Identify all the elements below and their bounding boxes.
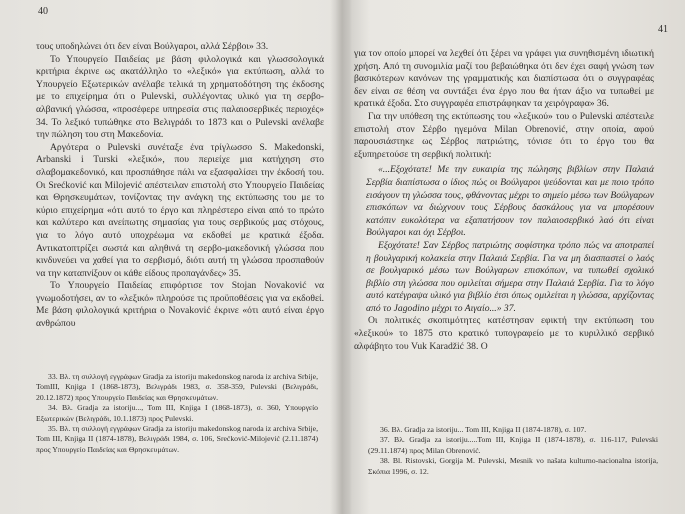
page-number: 40 bbox=[38, 6, 48, 17]
paragraph: Αργότερα ο Pulevski συνέταξε ένα τρίγλωσσο S. Makedonski, Arbanski i Turski «λεξικό», που περιείχε μια κατήχηση στο σλαβομακεδονικό, και προσπάθησε πάλι να εξασφαλίσει την έκδοσή του. Οι Srećković και Milojević απέστειλαν επιστολή στο Υπουργείο Παιδείας και Θρησκευμάτων, τονίζοντας την ανάγκη της εκτύπωσης του με το κύριο επιχείρημα «ότι αυτό το έργο και πληρέστερο είναι από το πρώτο και καλύτερο και ανείπωτης σημασίας για τους σερβικούς μας στόχους, για το λόγο αυτό υποχρέωμα να εκδοθεί με κρατικά έξοδα. Αντικατοπτρίζει σωστά και αληθινά τη σερβο-μακεδονική γλώσσα που κινδυνεύει να χαθεί για το σερβισμό, διότι αυτή τη γλώσσα προσπαθούν να την καταπνίξουν οι κάθε είδους προπαγάνδες» 35. bbox=[36, 141, 324, 279]
right-page bbox=[340, 0, 685, 514]
paragraph: για τον οποίο μπορεί να λεχθεί ότι ξέρει να γράφει για συνηθισμένη ιδιωτική χρήση. Από τη συνομιλία μαζί του βεβαιώθηκα ότι δεν έχει σαφή γνώση των βασικότερων κανόνων της γραμματικής και διαπίστωσα ότι ο συγγραφέας δεν είναι σε θέση να συντάξει ένα έργο που θα ήταν άξιο να τυπωθεί με κρατικά έξοδα. Στο συγγραφέα επιστράφηκαν τα χειρόγραφα» 36. bbox=[354, 48, 654, 110]
footnote: 33. Βλ. τη συλλογή εγγράφων Gradja za istoriju makedonskog naroda iz archiva Srbije, TomIII, Knjiga I (1868-1873), Βελιγράδι 1983, σ. 358-359, Pulevski (Βελιγράδι, 20.12.1872) προς Υπουργείο Παιδείας και Θρησκευμάτων. bbox=[36, 372, 318, 402]
paragraph: τους υποδηλώνει ότι δεν είναι Βούλγαροι, αλλά Σέρβοι» 33. bbox=[36, 41, 269, 52]
footnote: 36. Βλ. Gradja za istoriju... Tom III, Knjiga II (1874-1878), σ. 107. bbox=[380, 425, 587, 434]
block-quote: Εξοχότατε! Σαν Σέρβος πατριώτης σοφίστηκα τρόπο πώς να αποτραπεί η βουλγαρική κολακεία στην Παλαιά Σερβία. Για να μη διασπαστεί ο λαός σε βουλγαρικό μέσω των Βούλγαρων επισκόπων, να τυπωθεί σχολικό βιβλίο στη γλώσσα που ομιλείται σήμερα στην Παλαιά Σερβία. Για το λόγο αυτό κατέγραψα υλικό για βιβλίο έτσι όπως ομιλείται η γλώσσα, αρχίζοντας από το Jagodino μέχρι το Αιγαίο...» 37. bbox=[366, 239, 654, 314]
body-text bbox=[354, 48, 654, 353]
footnote: 37. Βλ. Gradja za istoriju.....Tom III, Knjiga II (1874-1878), σ. 116-117, Pulevski (29.11.1874) προς Milan Obrenović. bbox=[368, 435, 658, 455]
left-page bbox=[0, 0, 338, 514]
paragraph: Το Υπουργείο Παιδείας με βάση φιλολογικά και γλωσσολογικά κριτήρια έκρινε ως ακατάλληλο το «λεξικό» για εκτύπωση, αλλά το Υπουργείο Εξωτερικών ανέλαβε τελικά τη χρηματοδότηση της έκδοσης με το επιχείρημα ότι ο Pulevski, συλλέγοντας υλικό για τη σερβο-αλβανική γλώσσα, «προσέφερε υπηρεσία στις παλαιοσερβικές περιοχές» 34. Το λεξικό τυπώθηκε στο Βελιγράδι το 1873 και ο Pulevski ανέλαβε την πώληση του στη Μακεδονία. bbox=[36, 53, 324, 141]
paragraph: Για την υπόθεση της εκτύπωσης του «λεξικού» του ο Pulevski απέστειλε επιστολή στον Σέρβο ηγεμόνα Milan Obrenović, στην οποία, αφού παρουσιάστηκε ως Σέρβος πατριώτης, τόνισε ότι το έργο του θα εξυπηρετούσε τη σερβική πολιτική: bbox=[354, 110, 654, 160]
body-text bbox=[36, 41, 324, 331]
footnote: 38. Bl. Ristovski, Gorgija M. Pulevski, Mesnik vo našata kulturno-nacionalna istorija, Σκόπια 1996, σ. 12. bbox=[368, 456, 658, 476]
paragraph: Οι πολιτικές σκοπιμότητες κατέστησαν εφικτή την εκτύπωση του «λεξικού» το 1875 στο κρατικό τυπογραφείο με το κυριλλικό σερβικό αλφάβητο του Vuk Karadžić 38. Ο bbox=[354, 315, 654, 352]
footnote: 35. Βλ. τη συλλογή εγγράφων Gradja za istoriju makedonskog naroda iz archiva Srbije, Tom III, Knjiga II (1874-1878), Βελιγράδι 1984, σ. 106, Srećković-Milojević (2.11.1874) προς Υπουργείο Παιδείας και Θρησκευμάτων. bbox=[36, 424, 318, 454]
block-quote: «...Εξοχότατε! Με την ευκαιρία της πώλησης βιβλίων στην Παλαιά Σερβία διαπίστωσα ο ίδιος πώς οι Βούλγαροι ψεύδονται και με ποιο τρόπο εισάγουν τη γλώσσα τους, φθάνοντας μέχρι το σημείο μέσω των Βούλγαρων επισκόπων να διώχνουν τους Σέρβους δασκάλους για να μπορέσουν κατόπιν ευκολότερα να εξαπατήσουν τον παλαιοσερβικό λαό ότι είναι Βούλγαροι και όχι Σέρβοι. bbox=[366, 164, 654, 239]
footnote: 34. Βλ. Gradja za istoriju..., Tom III, Knjiga I (1868-1873), σ. 360, Υπουργείο Εξωτερικών (Βελιγράδι, 10.1.1873) προς Pulevski. bbox=[36, 403, 318, 423]
page-number: 41 bbox=[658, 24, 668, 35]
paragraph: Το Υπουργείο Παιδείας επιφόρτισε τον Stojan Novaković να γνωμοδοτήσει, αν το «λεξικό» πληρούσε τις προϋποθέσεις για να εκδοθεί. Με βάση φιλολογικά κριτήρια ο Novaković έκρινε «ότι αυτό είναι έργο ανθρώπου bbox=[36, 280, 324, 330]
footnotes bbox=[36, 372, 318, 455]
footnotes bbox=[368, 425, 658, 477]
